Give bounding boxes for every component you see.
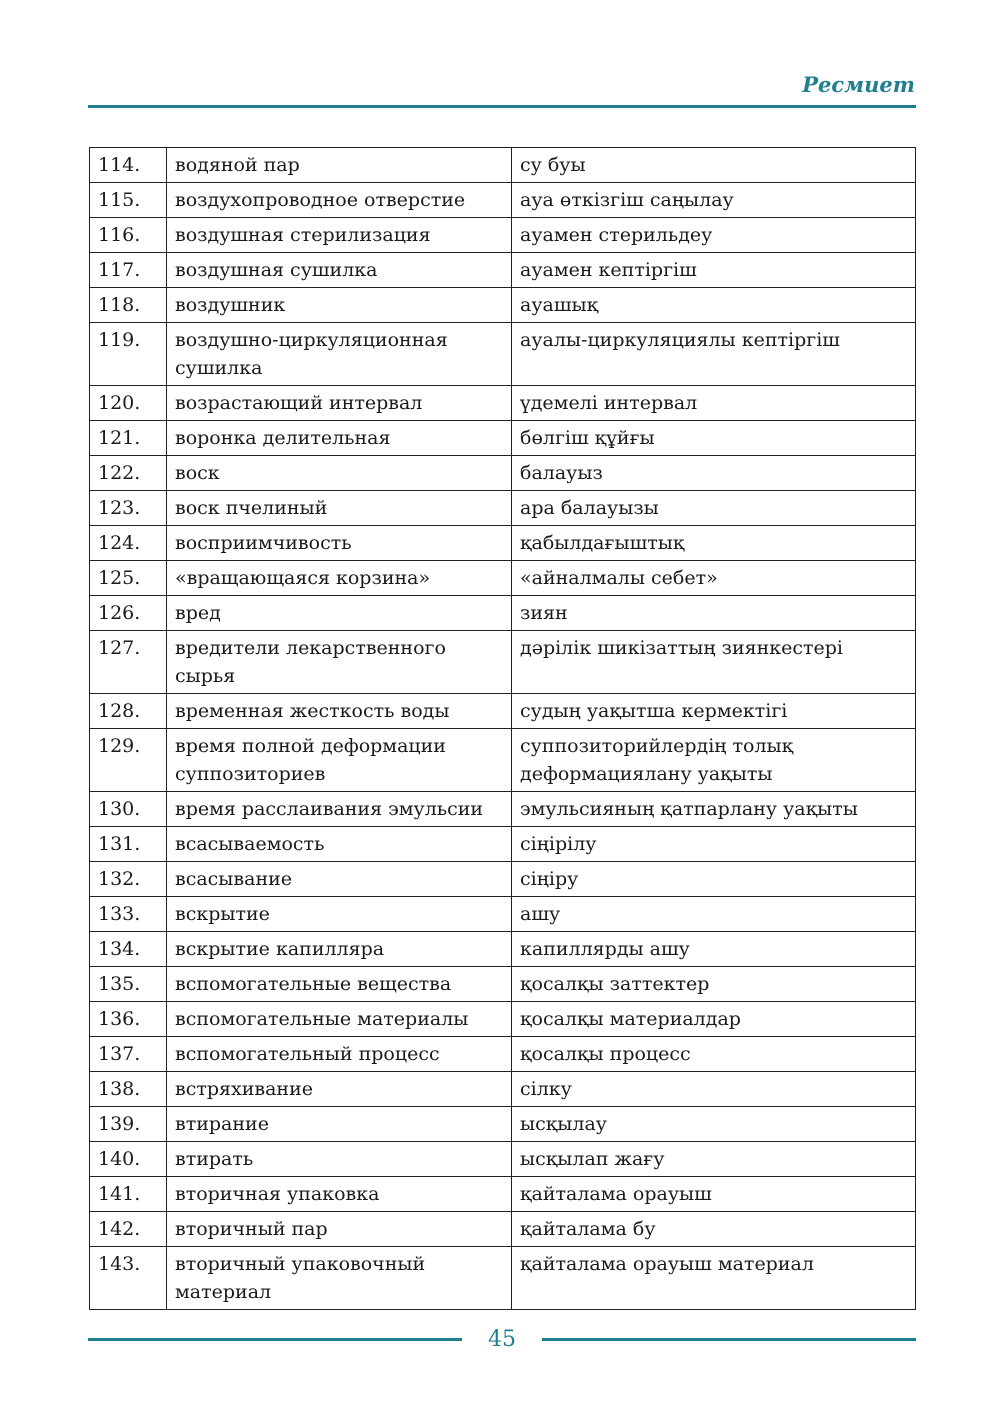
russian-term: вторичная упаковка: [167, 1177, 512, 1212]
russian-term: втирание: [167, 1107, 512, 1142]
russian-term: вскрытие: [167, 897, 512, 932]
russian-term: время расслаивания эмульсии: [167, 792, 512, 827]
table-row: [90, 932, 916, 967]
table-row: [90, 1107, 916, 1142]
table-row: [90, 218, 916, 253]
entry-number: 121.: [90, 421, 167, 456]
dictionary-table: [89, 147, 916, 1310]
kazakh-term: қосалқы заттектер: [512, 967, 916, 1002]
table-row: [90, 1212, 916, 1247]
entry-number: 135.: [90, 967, 167, 1002]
russian-term: воздушная сушилка: [167, 253, 512, 288]
entry-number: 125.: [90, 561, 167, 596]
russian-term: втирать: [167, 1142, 512, 1177]
kazakh-term: бөлгіш құйғы: [512, 421, 916, 456]
russian-term: возрастающий интервал: [167, 386, 512, 421]
table-row: [90, 148, 916, 183]
table-row: [90, 183, 916, 218]
entry-number: 134.: [90, 932, 167, 967]
russian-term: воздушник: [167, 288, 512, 323]
table-row: [90, 792, 916, 827]
table-row: [90, 596, 916, 631]
entry-number: 136.: [90, 1002, 167, 1037]
kazakh-term: ара балауызы: [512, 491, 916, 526]
entry-number: 133.: [90, 897, 167, 932]
entry-number: 116.: [90, 218, 167, 253]
table-row: [90, 386, 916, 421]
table-row: [90, 456, 916, 491]
russian-term: воздушная стерилизация: [167, 218, 512, 253]
russian-term: вредители лекарственного сырья: [167, 631, 512, 694]
running-header-title: Ресмиет: [802, 72, 915, 97]
entry-number: 128.: [90, 694, 167, 729]
entry-number: 118.: [90, 288, 167, 323]
table-row: [90, 1072, 916, 1107]
entry-number: 115.: [90, 183, 167, 218]
russian-term: временная жесткость воды: [167, 694, 512, 729]
kazakh-term: ауашық: [512, 288, 916, 323]
russian-term: всасывание: [167, 862, 512, 897]
entry-number: 127.: [90, 631, 167, 694]
entry-number: 117.: [90, 253, 167, 288]
russian-term: вторичный пар: [167, 1212, 512, 1247]
entry-number: 114.: [90, 148, 167, 183]
entry-number: 126.: [90, 596, 167, 631]
russian-term: вспомогательные материалы: [167, 1002, 512, 1037]
kazakh-term: дәрілік шикізаттың зиянкестері: [512, 631, 916, 694]
header-rule: [88, 105, 916, 108]
kazakh-term: судың уақытша кермектігі: [512, 694, 916, 729]
table-row: [90, 1142, 916, 1177]
entry-number: 139.: [90, 1107, 167, 1142]
entry-number: 120.: [90, 386, 167, 421]
kazakh-term: зиян: [512, 596, 916, 631]
russian-term: воздушно-циркуляционная сушилка: [167, 323, 512, 386]
table-row: [90, 694, 916, 729]
russian-term: вред: [167, 596, 512, 631]
kazakh-term: сіңірілу: [512, 827, 916, 862]
entry-number: 130.: [90, 792, 167, 827]
table-row: [90, 1002, 916, 1037]
kazakh-term: қайталама орауыш: [512, 1177, 916, 1212]
kazakh-term: балауыз: [512, 456, 916, 491]
table-row: [90, 1037, 916, 1072]
page-number: 45: [488, 1327, 516, 1352]
kazakh-term: үдемелі интервал: [512, 386, 916, 421]
kazakh-term: қосалқы процесс: [512, 1037, 916, 1072]
kazakh-term: қабылдағыштық: [512, 526, 916, 561]
russian-term: вспомогательный процесс: [167, 1037, 512, 1072]
kazakh-term: ашу: [512, 897, 916, 932]
table-row: [90, 631, 916, 694]
entry-number: 137.: [90, 1037, 167, 1072]
kazakh-term: қайталама бу: [512, 1212, 916, 1247]
table-row: [90, 323, 916, 386]
kazakh-term: ауа өткізгіш саңылау: [512, 183, 916, 218]
kazakh-term: ауалы-циркуляциялы кептіргіш: [512, 323, 916, 386]
entry-number: 122.: [90, 456, 167, 491]
russian-term: всасываемость: [167, 827, 512, 862]
russian-term: вспомогательные вещества: [167, 967, 512, 1002]
table-row: [90, 897, 916, 932]
footer-rule-left: [88, 1338, 462, 1341]
table-row: [90, 1247, 916, 1310]
table-row: [90, 967, 916, 1002]
table-row: [90, 729, 916, 792]
entry-number: 143.: [90, 1247, 167, 1310]
entry-number: 129.: [90, 729, 167, 792]
entry-number: 123.: [90, 491, 167, 526]
entry-number: 138.: [90, 1072, 167, 1107]
table-row: [90, 862, 916, 897]
table-row: [90, 561, 916, 596]
table-row: [90, 288, 916, 323]
table-row: [90, 253, 916, 288]
entry-number: 119.: [90, 323, 167, 386]
kazakh-term: ысқылау: [512, 1107, 916, 1142]
kazakh-term: ауамен стерильдеу: [512, 218, 916, 253]
footer-rule-right: [542, 1338, 916, 1341]
russian-term: время полной деформации суппозиториев: [167, 729, 512, 792]
russian-term: вторичный упаковочный материал: [167, 1247, 512, 1310]
russian-term: восприимчивость: [167, 526, 512, 561]
entry-number: 132.: [90, 862, 167, 897]
kazakh-term: эмульсияның қатпарлану уақыты: [512, 792, 916, 827]
russian-term: воск: [167, 456, 512, 491]
russian-term: воронка делительная: [167, 421, 512, 456]
russian-term: воск пчелиный: [167, 491, 512, 526]
kazakh-term: қайталама орауыш материал: [512, 1247, 916, 1310]
russian-term: встряхивание: [167, 1072, 512, 1107]
entry-number: 142.: [90, 1212, 167, 1247]
table-row: [90, 421, 916, 456]
russian-term: воздухопроводное отверстие: [167, 183, 512, 218]
entry-number: 141.: [90, 1177, 167, 1212]
kazakh-term: су буы: [512, 148, 916, 183]
kazakh-term: ауамен кептіргіш: [512, 253, 916, 288]
kazakh-term: сіңіру: [512, 862, 916, 897]
kazakh-term: капиллярды ашу: [512, 932, 916, 967]
entry-number: 131.: [90, 827, 167, 862]
russian-term: водяной пар: [167, 148, 512, 183]
kazakh-term: қосалқы материалдар: [512, 1002, 916, 1037]
entry-number: 140.: [90, 1142, 167, 1177]
kazakh-term: «айналмалы себет»: [512, 561, 916, 596]
kazakh-term: сілку: [512, 1072, 916, 1107]
table-row: [90, 491, 916, 526]
kazakh-term: суппозиторийлердің толық деформациялану уақыты: [512, 729, 916, 792]
table-row: [90, 1177, 916, 1212]
russian-term: «вращающаяся корзина»: [167, 561, 512, 596]
entry-number: 124.: [90, 526, 167, 561]
kazakh-term: ысқылап жағу: [512, 1142, 916, 1177]
dictionary-table-body: [90, 148, 916, 1310]
table-row: [90, 827, 916, 862]
russian-term: вскрытие капилляра: [167, 932, 512, 967]
table-row: [90, 526, 916, 561]
